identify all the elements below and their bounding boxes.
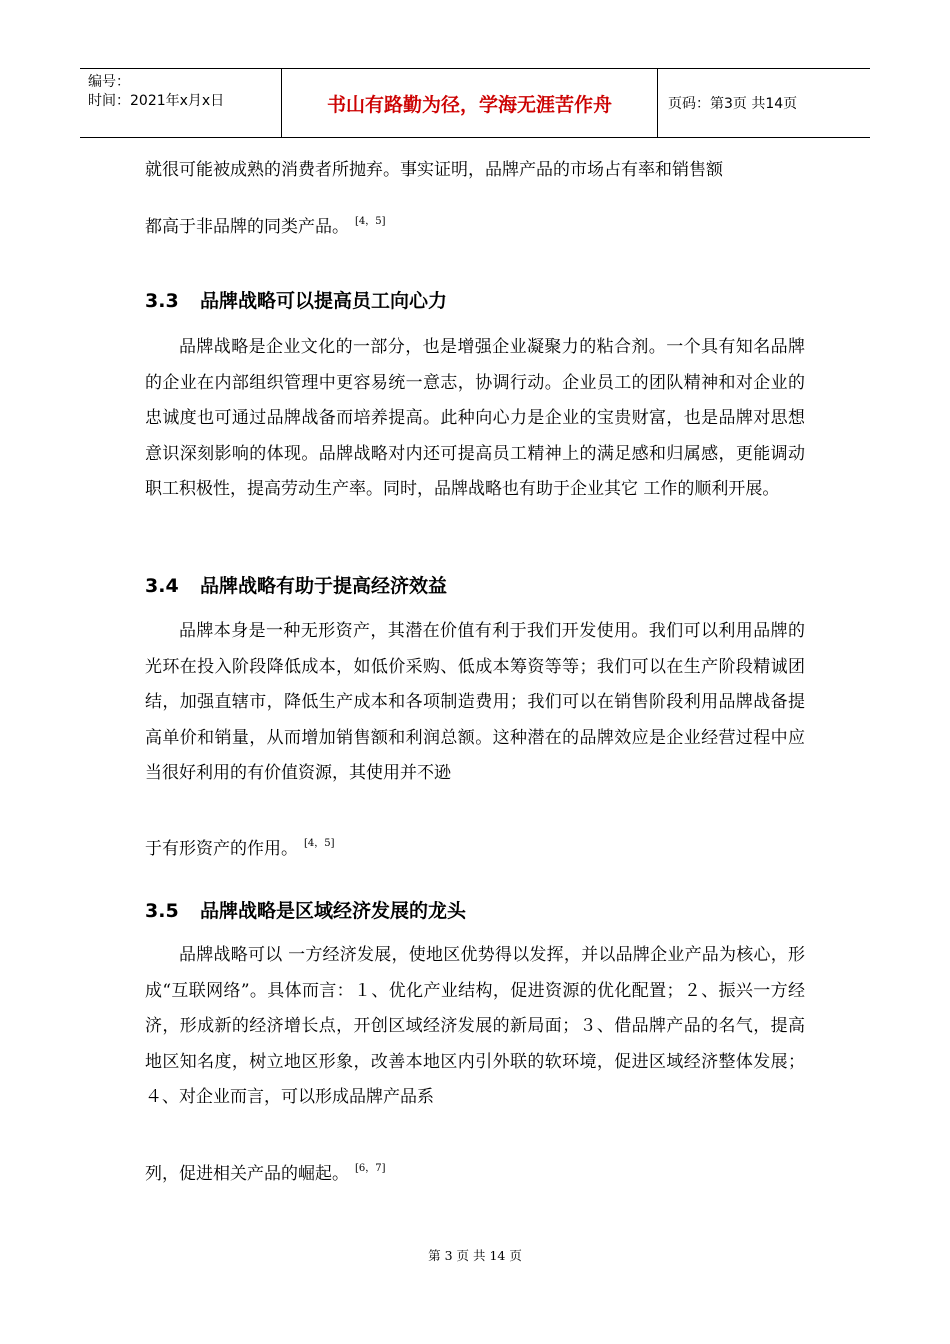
paragraph-3-5: 品牌战略可以 一方经济发展，使地区优势得以发挥，并以品牌企业产品为核心，形成“互联网络”。具体而言：１、优化产业结构，促进资源的优化配置；２、振兴一方经济，形成新的经济增长点，开创区域经济发展的新局面；３、借品牌产品的名气，提高地区知名度，树立地区形象，改善本地区内引外联的软环境，促进区域经济整体发展；４、对企业而言，可以形成品牌产品系	[145, 945, 805, 1107]
header-motto: 书山有路勤为径，学海无涯苦作舟	[282, 69, 658, 137]
paragraph-3-5-last: 列，促进相关产品的崛起。 [6，7]	[145, 1163, 386, 1184]
paragraph-3-4-last: 于有形资产的作用。 [4，5]	[145, 838, 335, 859]
page-footer: 第 3 页 共 14 页	[428, 1248, 522, 1263]
header-page-label: 页码：第3页 共14页	[668, 96, 798, 112]
paragraph-3-4: 品牌本身是一种无形资产，其潜在价值有利于我们开发使用。我们可以利用品牌的光环在投入阶段降低成本，如低价采购、低成本筹资等等；我们可以在生产阶段精诚团结，加强直辖市，降低生产成本和各项制造费用；我们可以在销售阶段利用品牌战备提高单价和销量，从而增加销售额和利润总额。这种潜在的品牌效应是企业经营过程中应当很好利用的有价值资源，其使用并不逊	[145, 621, 805, 783]
section-heading-3-3	[145, 286, 447, 313]
citation: [4，5]	[304, 838, 335, 849]
header-meta	[80, 69, 282, 137]
section-title: 品牌战略有助于提高经济效益	[200, 575, 448, 597]
section-number: 3.3	[145, 290, 179, 312]
document-header	[80, 68, 870, 138]
intro-line-2: 都高于非品牌的同类产品。 [4，5]	[145, 215, 386, 237]
section-number: 3.5	[145, 900, 179, 922]
citation: [6，7]	[355, 1163, 386, 1174]
paragraph-3-3: 品牌战略是企业文化的一部分，也是增强企业凝聚力的粘合剂。一个具有知名品牌的企业在内部组织管理中更容易统一意志，协调行动。企业员工的团队精神和对企业的忠诚度也可通过品牌战备而培养提高。此种向心力是企业的宝贵财富，也是品牌对思想意识深刻影响的体现。品牌战略对内还可提高员工精神上的满足感和归属感，更能调动职工积极性，提高劳动生产率。同时，品牌战略也有助于企业其它 工作的顺利开展。	[145, 337, 805, 499]
paragraph-intro	[145, 153, 805, 245]
section-heading-3-4	[145, 571, 447, 598]
time-label: 时间：2021年x月x日	[88, 93, 225, 109]
section-number: 3.4	[145, 575, 179, 597]
intro-line-1: 就很可能被成熟的消费者所抛弃。事实证明，品牌产品的市场占有率和销售额	[145, 160, 723, 180]
code-label: 编号：	[88, 74, 130, 90]
section-heading-3-5	[145, 896, 466, 923]
section-title: 品牌战略是区域经济发展的龙头	[200, 900, 467, 922]
citation: [4，5]	[355, 215, 386, 227]
section-title: 品牌战略可以提高员工向心力	[200, 290, 448, 312]
